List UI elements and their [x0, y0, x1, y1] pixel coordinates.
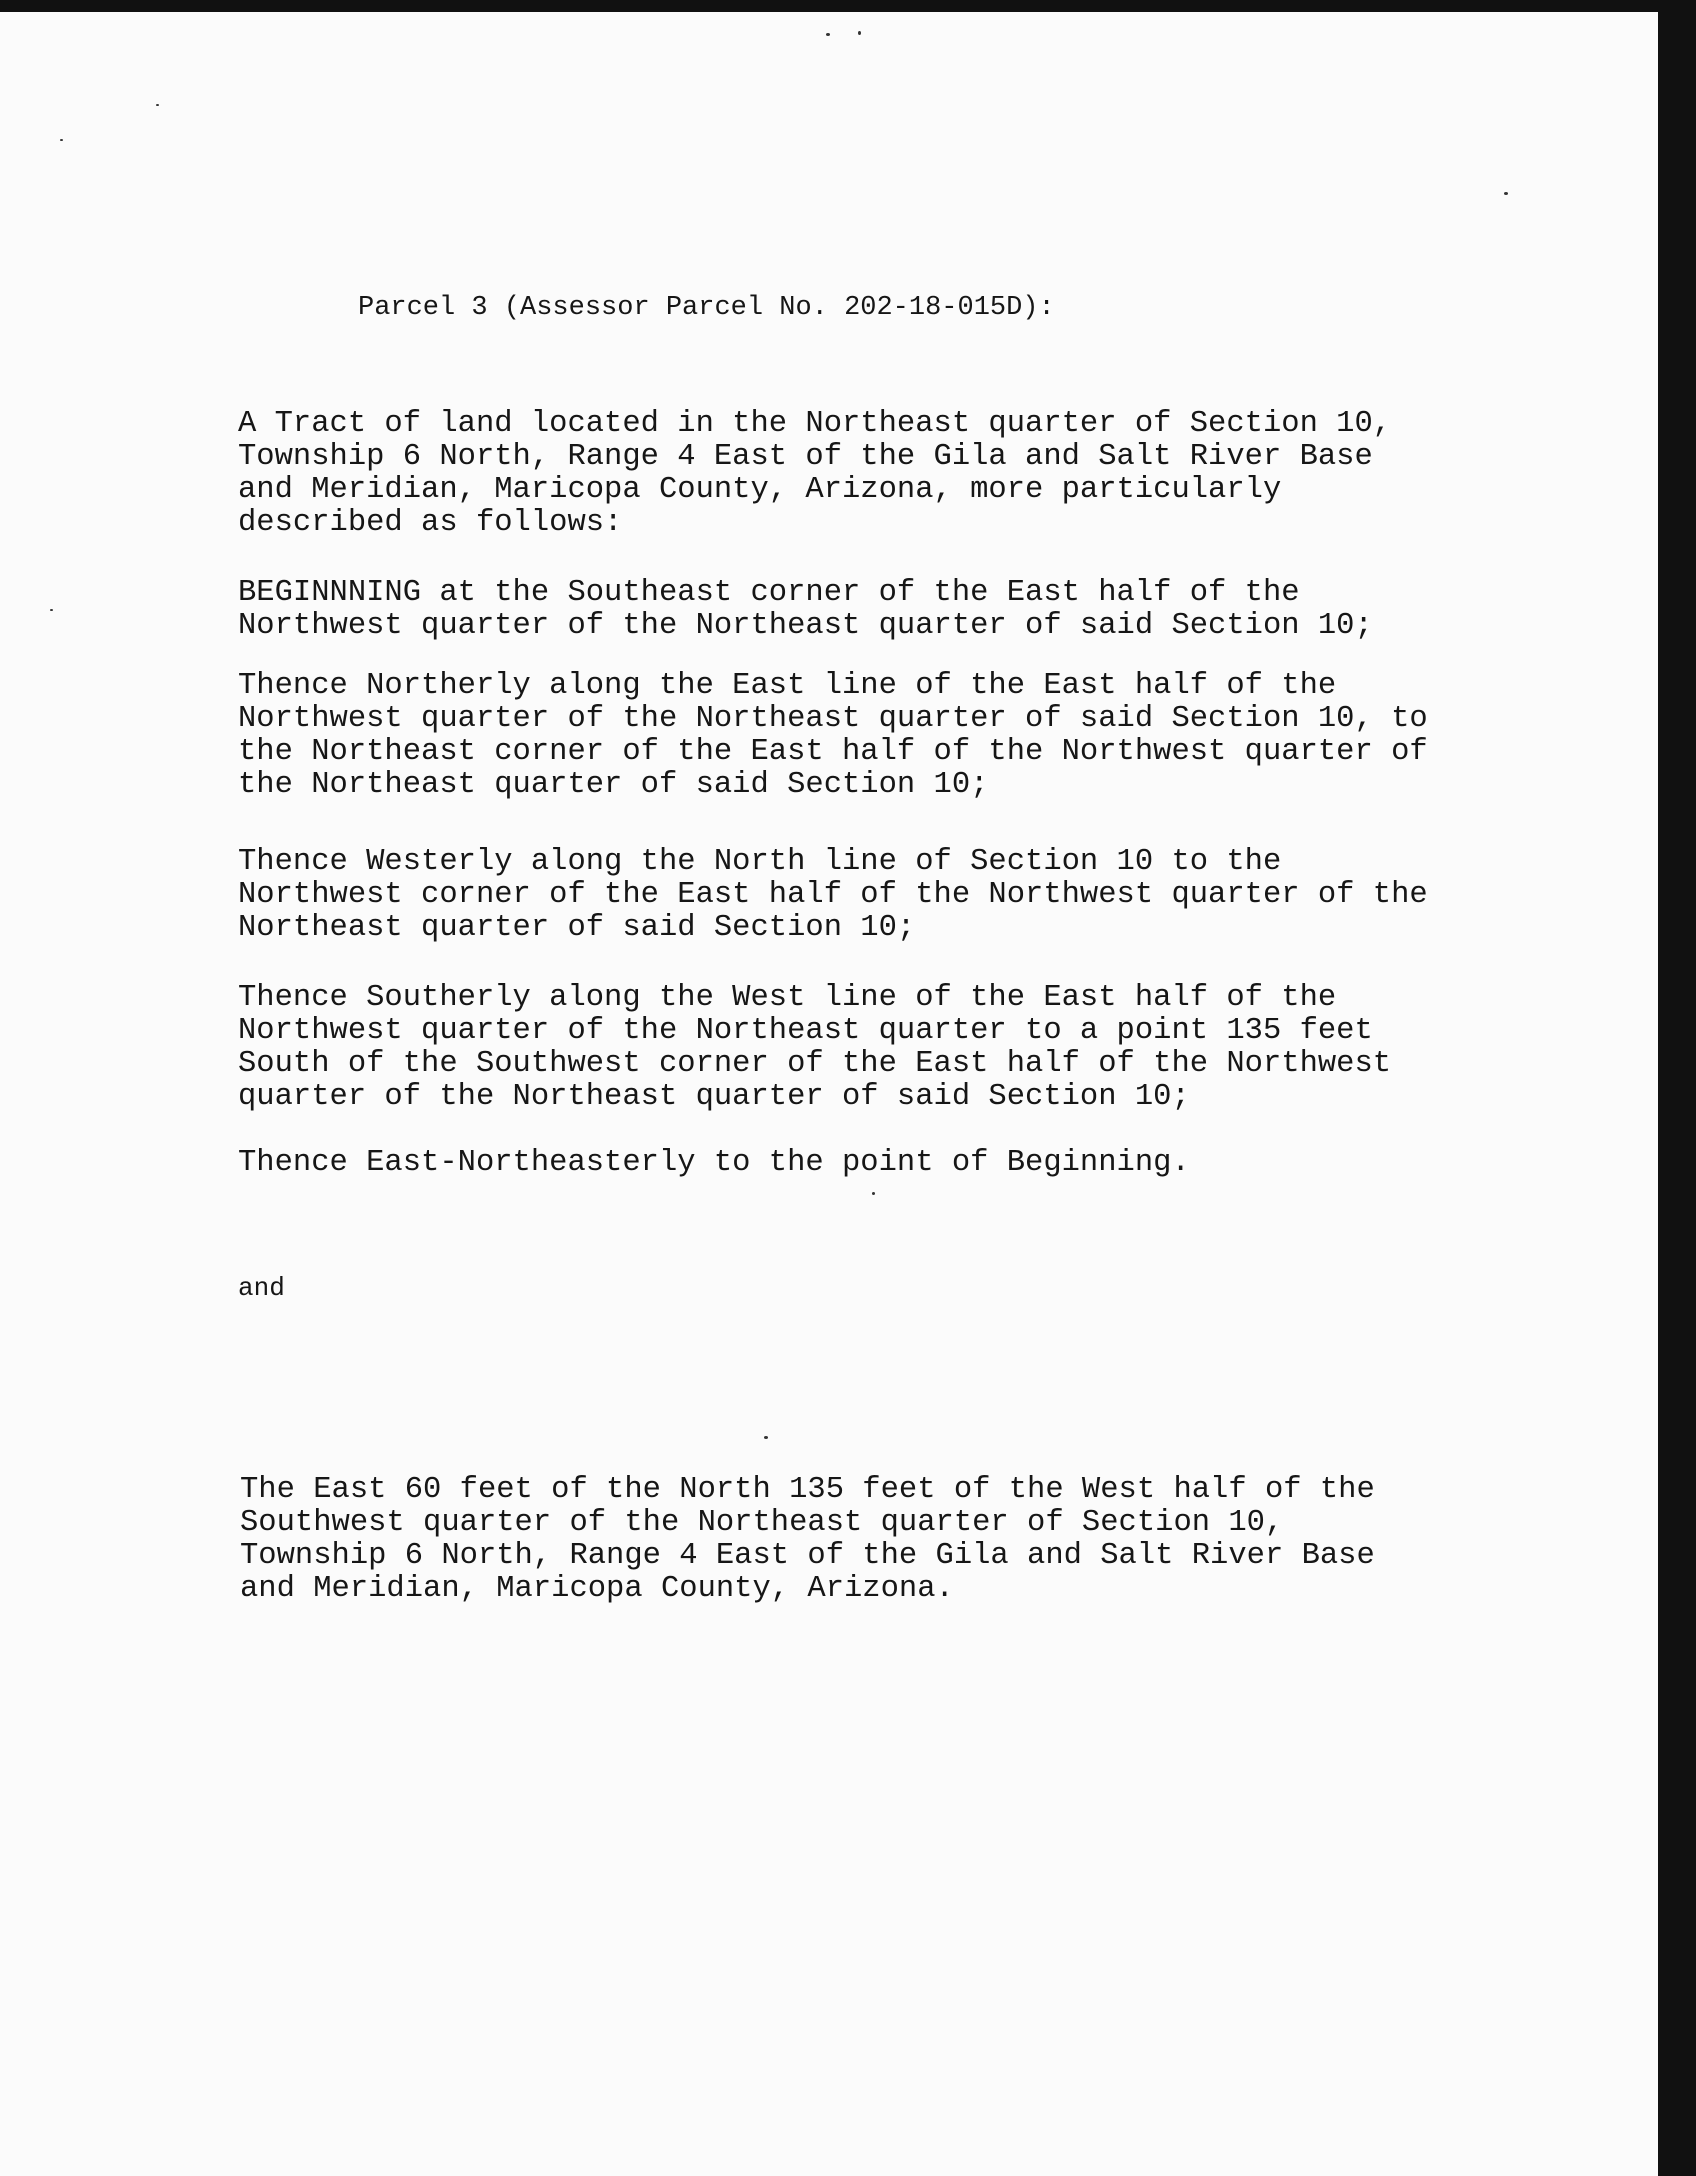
scan-speck	[60, 139, 63, 141]
scan-speck	[872, 1192, 875, 1195]
scan-speck	[858, 31, 861, 35]
scan-top-border	[0, 0, 1696, 12]
parcel-heading: Parcel 3 (Assessor Parcel No. 202-18-015D):	[358, 293, 1055, 323]
tract-description-paragraph: A Tract of land located in the Northeast quarter of Section 10, Township 6 North, Range 4 East of the Gila and Salt River Base and Meridian, Maricopa County, Arizona, more particularly described as follows:	[238, 407, 1392, 540]
southerly-paragraph: Thence Southerly along the West line of the East half of the Northwest quarter of the Northeast quarter to a point 135 feet South of the Southwest corner of the East half of the Northwest quarter of the Northeast quarter of said Section 10;	[238, 981, 1392, 1114]
scan-speck	[826, 33, 830, 36]
second-parcel-paragraph: The East 60 feet of the North 135 feet of the West half of the Southwest quarter of the Northeast quarter of Section 10, Township 6 North, Range 4 East of the Gila and Salt River Base and Meridian, Maricopa County, Arizona.	[240, 1473, 1375, 1606]
northerly-paragraph: Thence Northerly along the East line of the East half of the Northwest quarter of the Northeast quarter of said Section 10, to the Northeast corner of the East half of the Northwest quarter of the Northeast quarter of said Section 10;	[238, 669, 1428, 802]
scan-speck	[50, 609, 53, 611]
closing-paragraph: Thence East-Northeasterly to the point of Beginning.	[238, 1146, 1190, 1180]
scan-speck	[764, 1436, 768, 1439]
scan-right-border	[1658, 0, 1696, 2176]
scan-speck	[156, 104, 159, 106]
scan-speck	[1504, 192, 1508, 195]
conjunction-text: and	[238, 1273, 285, 1303]
westerly-paragraph: Thence Westerly along the North line of Section 10 to the Northwest corner of the East half of the Northwest quarter of the Northeast quarter of said Section 10;	[238, 845, 1428, 945]
beginning-paragraph: BEGINNNING at the Southeast corner of the East half of the Northwest quarter of the Northeast quarter of said Section 10;	[238, 576, 1373, 643]
